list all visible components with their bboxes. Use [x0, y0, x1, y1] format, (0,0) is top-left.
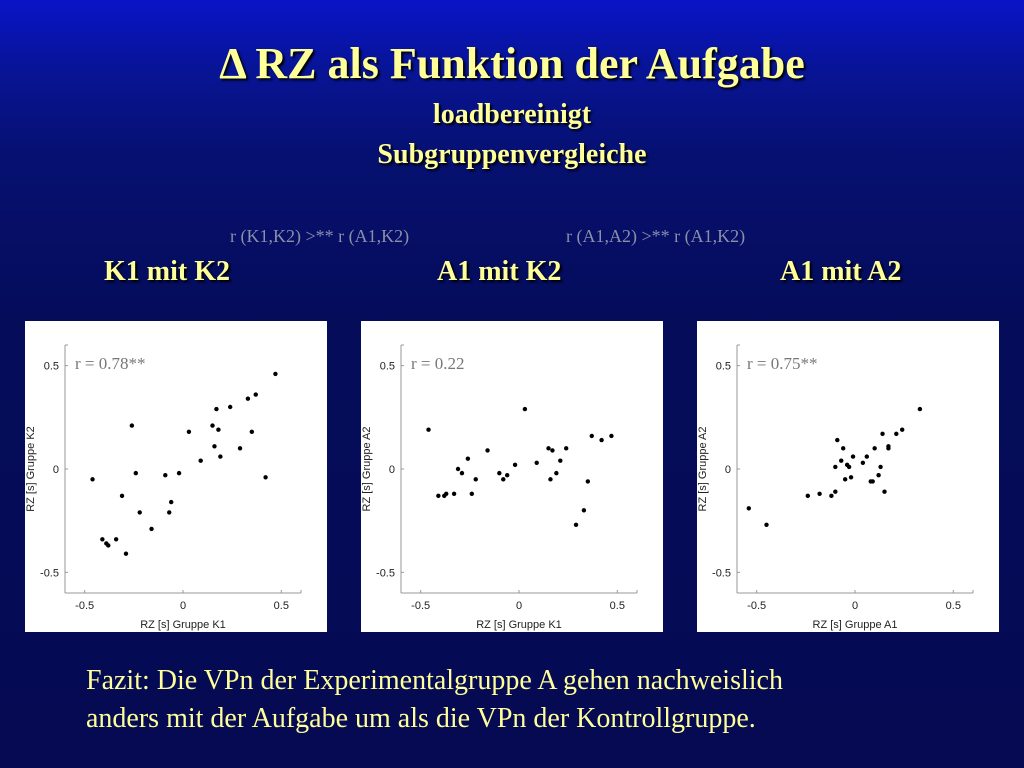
y-tick-label: 0.5 [715, 360, 731, 373]
data-point [882, 490, 886, 494]
data-point [900, 428, 904, 432]
comparison-note-right: r (A1,A2) >** r (A1,K2) [566, 226, 746, 246]
data-point [861, 461, 865, 465]
data-point [426, 428, 430, 432]
data-point [849, 475, 853, 479]
x-axis-label: RZ [s] Gruppe K1 [476, 619, 562, 631]
y-tick-label: 0 [724, 464, 731, 476]
data-point [886, 446, 890, 450]
data-point [817, 492, 821, 496]
y-axis-label: RZ [s] Gruppe K2 [25, 426, 37, 512]
scatter-plot-a1-k2 [361, 321, 663, 632]
scatter-panel-k1-k2 [25, 321, 327, 632]
data-point [833, 465, 837, 469]
comparison-note-left: r (K1,K2) >** r (A1,K2) [230, 226, 410, 246]
scatter-panel-a1-a2 [697, 321, 999, 632]
data-point [513, 463, 517, 467]
data-point [238, 446, 242, 450]
data-point [843, 477, 847, 481]
data-point [839, 459, 843, 463]
data-point [501, 477, 505, 481]
data-point [149, 527, 153, 531]
y-axis-label: RZ [s] Gruppe A2 [697, 426, 709, 512]
x-tick-label: 0 [851, 600, 859, 612]
data-point [609, 434, 613, 438]
y-axis-label: RZ [s] Gruppe A2 [361, 426, 373, 512]
data-point [505, 473, 509, 477]
data-point [456, 467, 460, 471]
data-point [876, 473, 880, 477]
data-point [871, 479, 875, 483]
data-point [436, 494, 440, 498]
data-point [130, 423, 134, 427]
data-point [199, 459, 203, 463]
x-tick-label: -0.5 [747, 600, 767, 612]
scatter-plot-k1-k2 [25, 321, 327, 632]
data-point [169, 500, 173, 504]
data-point [546, 446, 550, 450]
data-point [878, 465, 882, 469]
data-point [216, 428, 220, 432]
data-point [535, 461, 539, 465]
x-tick-label: 0.5 [609, 600, 625, 612]
data-point [880, 432, 884, 436]
data-point [246, 397, 250, 401]
data-point [582, 508, 586, 512]
plot-title-a1-k2: A1 mit K2 [437, 256, 562, 287]
data-point [747, 506, 751, 510]
slide-subtitle-loadbereinigt: loadbereinigt [432, 99, 592, 130]
conclusion-text [86, 662, 986, 738]
data-point [187, 430, 191, 434]
scatter-panel-a1-k2 [361, 321, 663, 632]
data-point [590, 434, 594, 438]
data-point [550, 448, 554, 452]
data-point [833, 490, 837, 494]
y-tick-label: 0 [52, 464, 59, 476]
scatter-plot-a1-a2 [697, 321, 999, 632]
data-point [218, 454, 222, 458]
data-point [460, 471, 464, 475]
data-point [254, 392, 258, 396]
data-point [210, 423, 214, 427]
data-point [564, 446, 568, 450]
y-tick-label: -0.5 [712, 567, 731, 580]
correlation-annotation: r = 0.22 [411, 354, 465, 373]
data-point [523, 407, 527, 411]
data-point [214, 407, 218, 411]
plot-title-a1-a2: A1 mit A2 [780, 256, 902, 287]
x-tick-label: 0.5 [945, 600, 961, 612]
y-tick-label: 0 [388, 464, 395, 476]
slide-subtitle-subgruppen: Subgruppenvergleiche [377, 139, 647, 170]
conclusion-line-1: Fazit: Die VPn der Experimentalgruppe A gehen nachweislich [86, 665, 783, 696]
x-axis-label: RZ [s] Gruppe A1 [812, 619, 898, 631]
y-tick-label: 0.5 [43, 360, 59, 373]
x-tick-label: -0.5 [75, 600, 95, 612]
data-point [273, 372, 277, 376]
data-point [894, 432, 898, 436]
y-tick-label: -0.5 [40, 567, 59, 580]
data-point [452, 492, 456, 496]
data-point [806, 494, 810, 498]
data-point [177, 471, 181, 475]
data-point [764, 523, 768, 527]
correlation-annotation: r = 0.75** [747, 354, 818, 373]
x-axis-label: RZ [s] Gruppe K1 [140, 619, 226, 631]
x-tick-label: 0.5 [273, 600, 289, 612]
conclusion-line-2: anders mit der Aufgabe um als die VPn der Kontrollgruppe. [86, 703, 756, 734]
x-tick-label: 0 [179, 600, 187, 612]
data-point [212, 444, 216, 448]
x-tick-label: -0.5 [411, 600, 431, 612]
data-point [90, 477, 94, 481]
data-point [263, 475, 267, 479]
data-point [470, 492, 474, 496]
data-point [841, 446, 845, 450]
data-point [554, 471, 558, 475]
data-point [829, 494, 833, 498]
plot-title-k1-k2: K1 mit K2 [104, 256, 230, 287]
data-point [228, 405, 232, 409]
data-point [106, 543, 110, 547]
data-point [851, 454, 855, 458]
data-point [835, 438, 839, 442]
data-point [120, 494, 124, 498]
correlation-annotation: r = 0.78** [75, 354, 146, 373]
data-point [138, 510, 142, 514]
data-point [444, 492, 448, 496]
data-point [558, 459, 562, 463]
data-point [485, 448, 489, 452]
data-point [466, 456, 470, 460]
data-point [847, 465, 851, 469]
data-point [134, 471, 138, 475]
data-point [872, 446, 876, 450]
data-point [167, 510, 171, 514]
y-tick-label: 0.5 [379, 360, 395, 373]
data-point [574, 523, 578, 527]
data-point [918, 407, 922, 411]
x-tick-label: 0 [515, 600, 523, 612]
data-point [548, 477, 552, 481]
data-point [124, 552, 128, 556]
data-point [599, 438, 603, 442]
data-point [497, 471, 501, 475]
data-point [865, 454, 869, 458]
data-point [474, 477, 478, 481]
data-point [163, 473, 167, 477]
data-point [100, 537, 104, 541]
y-tick-label: -0.5 [376, 567, 395, 580]
data-point [250, 430, 254, 434]
slide-title: Δ RZ als Funktion der Aufgabe [219, 39, 805, 88]
data-point [114, 537, 118, 541]
data-point [586, 479, 590, 483]
